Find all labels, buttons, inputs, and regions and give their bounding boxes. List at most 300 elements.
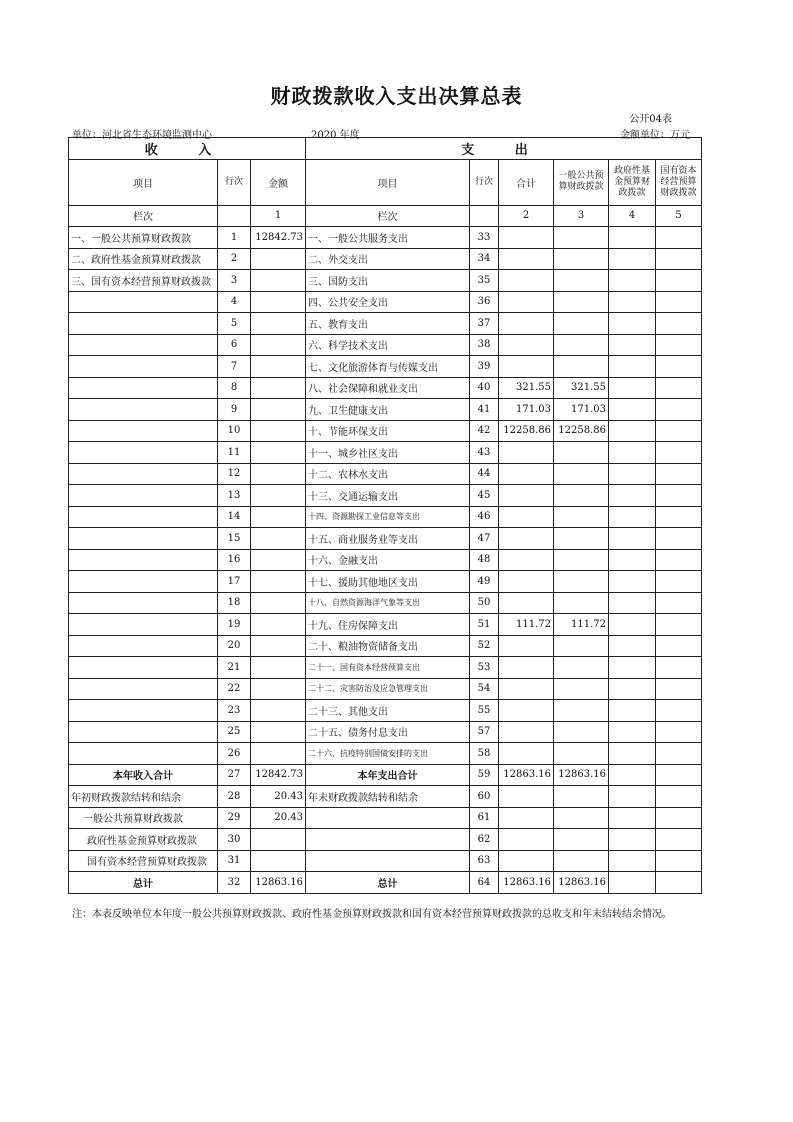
expense-total [499, 635, 554, 657]
expense-row-no: 54 [470, 678, 499, 700]
expense-state [656, 227, 702, 249]
income-item [69, 635, 218, 657]
year-expense-general: 12863.16 [554, 764, 609, 786]
expense-state [656, 356, 702, 378]
expense-fund [609, 334, 656, 356]
empty-cell [609, 829, 656, 851]
table-row [69, 442, 702, 464]
expense-item: 十四、资源勘探工业信息等支出 [306, 506, 470, 528]
expense-row-no: 35 [470, 270, 499, 292]
end-carryover-label: 年末财政拨款结转和结余 [306, 786, 470, 808]
expense-general [554, 463, 609, 485]
header-income-amount: 金额 [251, 159, 306, 205]
income-row-no: 6 [218, 334, 251, 356]
expense-state [656, 313, 702, 335]
expense-general [554, 485, 609, 507]
expense-row-no: 44 [470, 463, 499, 485]
income-item [69, 313, 218, 335]
expense-total [499, 291, 554, 313]
end-general-no: 61 [470, 807, 499, 829]
grand-expense-label: 总计 [306, 872, 470, 894]
expense-item: 八、社会保障和就业支出 [306, 377, 470, 399]
expense-row-no: 39 [470, 356, 499, 378]
expense-state [656, 635, 702, 657]
expense-state [656, 377, 702, 399]
grand-expense-no: 64 [470, 872, 499, 894]
table-row [69, 592, 702, 614]
expense-general [554, 657, 609, 679]
expense-total [499, 571, 554, 593]
begin-fund-no: 30 [218, 829, 251, 851]
table-row [69, 678, 702, 700]
expense-total [499, 743, 554, 765]
income-amount [251, 700, 306, 722]
expense-item: 十五、商业服务业等支出 [306, 528, 470, 550]
income-item [69, 528, 218, 550]
fiscal-year: 2020 年度 [311, 130, 360, 141]
income-amount [251, 270, 306, 292]
table-row [69, 420, 702, 442]
income-amount [251, 313, 306, 335]
expense-row-no: 57 [470, 721, 499, 743]
expense-state [656, 700, 702, 722]
expense-item: 二十、粮油物资储备支出 [306, 635, 470, 657]
table-row [69, 614, 702, 636]
empty-cell [306, 850, 470, 872]
expense-general [554, 700, 609, 722]
grand-expense-general: 12863.16 [554, 872, 609, 894]
begin-carryover-amount: 20.43 [251, 786, 306, 808]
table-row [69, 571, 702, 593]
empty-cell [554, 850, 609, 872]
unit-label: 单位：河北省生态环境监测中心 [72, 130, 212, 141]
col-label-expense: 栏次 [306, 205, 470, 227]
table-row [69, 549, 702, 571]
column-number-row [69, 205, 702, 227]
expense-row-no: 58 [470, 743, 499, 765]
income-row-no: 15 [218, 528, 251, 550]
income-item [69, 506, 218, 528]
expense-row-no: 34 [470, 248, 499, 270]
year-expense-no: 59 [470, 764, 499, 786]
income-row-no: 10 [218, 420, 251, 442]
income-item [69, 377, 218, 399]
income-item [69, 700, 218, 722]
expense-total [499, 506, 554, 528]
expense-total [499, 227, 554, 249]
expense-total [499, 657, 554, 679]
expense-fund [609, 743, 656, 765]
expense-row-no: 50 [470, 592, 499, 614]
income-item [69, 356, 218, 378]
expense-state [656, 442, 702, 464]
header-expense-item: 项目 [306, 159, 470, 205]
income-amount [251, 592, 306, 614]
header-general-budget: 一般公共预算财政拨款 [554, 159, 609, 205]
col-number-5: 5 [656, 205, 702, 227]
col-number-1: 1 [251, 205, 306, 227]
expense-item: 二十五、债务付息支出 [306, 721, 470, 743]
income-item [69, 463, 218, 485]
income-item [69, 399, 218, 421]
expense-row-no: 53 [470, 657, 499, 679]
expense-general [554, 334, 609, 356]
expense-item: 十八、自然资源海洋气象等支出 [306, 592, 470, 614]
expense-total [499, 592, 554, 614]
income-item [69, 291, 218, 313]
table-row [69, 635, 702, 657]
income-row-no: 21 [218, 657, 251, 679]
carryover-general-row [69, 807, 702, 829]
header-income-row-no: 行次 [218, 159, 251, 205]
table-row [69, 356, 702, 378]
expense-state [656, 571, 702, 593]
expense-total [499, 463, 554, 485]
expense-general: 321.55 [554, 377, 609, 399]
expense-row-no: 55 [470, 700, 499, 722]
header-state-capital: 国有资本经营预算财政拨款 [656, 159, 702, 205]
expense-row-no: 42 [470, 420, 499, 442]
expense-general [554, 248, 609, 270]
empty-cell [499, 786, 554, 808]
expense-general: 171.03 [554, 399, 609, 421]
empty-cell [554, 807, 609, 829]
income-row-no: 16 [218, 549, 251, 571]
table-row [69, 270, 702, 292]
income-item [69, 571, 218, 593]
expense-row-no: 52 [470, 635, 499, 657]
empty-cell [656, 829, 702, 851]
expense-state [656, 721, 702, 743]
expense-row-no: 43 [470, 442, 499, 464]
expense-item: 十七、援助其他地区支出 [306, 571, 470, 593]
income-item [69, 657, 218, 679]
col-blank [218, 205, 251, 227]
grand-income-no: 32 [218, 872, 251, 894]
expense-fund [609, 291, 656, 313]
income-row-no: 18 [218, 592, 251, 614]
income-row-no: 11 [218, 442, 251, 464]
expense-general [554, 227, 609, 249]
begin-state-no: 31 [218, 850, 251, 872]
empty-cell [609, 807, 656, 829]
income-row-no: 7 [218, 356, 251, 378]
year-total-row [69, 764, 702, 786]
report-title: 财政拨款收入支出决算总表 [270, 84, 523, 108]
expense-total [499, 721, 554, 743]
expense-general [554, 635, 609, 657]
expense-fund [609, 571, 656, 593]
year-income-label: 本年收入合计 [69, 764, 218, 786]
expense-item: 二十三、其他支出 [306, 700, 470, 722]
expense-item: 二十六、抗疫特别国债安排的支出 [306, 743, 470, 765]
expense-fund [609, 506, 656, 528]
income-item [69, 592, 218, 614]
expense-fund [609, 399, 656, 421]
begin-general-label: 一般公共预算财政拨款 [69, 807, 218, 829]
empty-cell [306, 807, 470, 829]
expense-fund [609, 270, 656, 292]
expense-item: 二、外交支出 [306, 248, 470, 270]
expense-general [554, 313, 609, 335]
expense-row-no: 40 [470, 377, 499, 399]
income-row-no: 26 [218, 743, 251, 765]
expense-row-no: 48 [470, 549, 499, 571]
expense-general [554, 678, 609, 700]
expense-state [656, 334, 702, 356]
income-item [69, 485, 218, 507]
expense-general [554, 721, 609, 743]
expense-row-no: 38 [470, 334, 499, 356]
table-row [69, 506, 702, 528]
income-row-no: 13 [218, 485, 251, 507]
expense-row-no: 37 [470, 313, 499, 335]
income-amount [251, 635, 306, 657]
income-amount [251, 399, 306, 421]
header-total: 合计 [499, 159, 554, 205]
col-number-2: 2 [499, 205, 554, 227]
expense-general [554, 549, 609, 571]
expense-state [656, 549, 702, 571]
expense-row-no: 51 [470, 614, 499, 636]
income-item: 三、国有资本经营预算财政拨款 [69, 270, 218, 292]
expense-row-no: 41 [470, 399, 499, 421]
income-amount [251, 721, 306, 743]
expense-general [554, 442, 609, 464]
income-amount [251, 528, 306, 550]
expense-item: 九、卫生健康支出 [306, 399, 470, 421]
income-row-no: 22 [218, 678, 251, 700]
income-amount [251, 463, 306, 485]
expense-total [499, 485, 554, 507]
expense-fund [609, 592, 656, 614]
empty-cell [656, 807, 702, 829]
begin-state-label: 国有资本经营预算财政拨款 [69, 850, 218, 872]
empty-cell [499, 850, 554, 872]
expense-section-header: 支 出 [306, 138, 702, 160]
begin-carryover-label: 年初财政拨款结转和结余 [69, 786, 218, 808]
expense-state [656, 528, 702, 550]
income-amount [251, 377, 306, 399]
expense-total [499, 678, 554, 700]
expense-general [554, 592, 609, 614]
expense-state [656, 614, 702, 636]
expense-general [554, 270, 609, 292]
table-row [69, 377, 702, 399]
expense-item: 四、公共安全支出 [306, 291, 470, 313]
income-amount [251, 657, 306, 679]
income-amount [251, 334, 306, 356]
header-expense-row-no: 行次 [470, 159, 499, 205]
income-row-no: 19 [218, 614, 251, 636]
end-fund-no: 62 [470, 829, 499, 851]
table-row [69, 227, 702, 249]
grand-income-label: 总计 [69, 872, 218, 894]
income-row-no: 25 [218, 721, 251, 743]
income-amount [251, 291, 306, 313]
year-expense-state [656, 764, 702, 786]
expense-total [499, 549, 554, 571]
table-row [69, 721, 702, 743]
expense-total [499, 313, 554, 335]
expense-state [656, 485, 702, 507]
expense-general: 12258.86 [554, 420, 609, 442]
column-header-row [69, 159, 702, 205]
expense-total: 111.72 [499, 614, 554, 636]
grand-income-amount: 12863.16 [251, 872, 306, 894]
table-row [69, 313, 702, 335]
begin-carryover-no: 28 [218, 786, 251, 808]
expense-fund [609, 614, 656, 636]
expense-item: 三、国防支出 [306, 270, 470, 292]
expense-total [499, 442, 554, 464]
expense-general [554, 291, 609, 313]
income-row-no: 4 [218, 291, 251, 313]
begin-general-amount: 20.43 [251, 807, 306, 829]
empty-cell [554, 829, 609, 851]
expense-fund [609, 227, 656, 249]
expense-total [499, 356, 554, 378]
expense-fund [609, 420, 656, 442]
budget-table [68, 137, 702, 894]
expense-fund [609, 657, 656, 679]
expense-total [499, 700, 554, 722]
income-item [69, 549, 218, 571]
expense-item: 二十二、灾害防治及应急管理支出 [306, 678, 470, 700]
expense-item: 十九、住房保障支出 [306, 614, 470, 636]
income-row-no: 1 [218, 227, 251, 249]
carryover-row [69, 786, 702, 808]
footnote: 注：本表反映单位本年度一般公共预算财政拨款、政府性基金预算财政拨款和国有资本经营预算财政拨款的总收支和年末结转结余情况。 [72, 909, 672, 920]
table-row [69, 485, 702, 507]
expense-general [554, 528, 609, 550]
empty-cell [499, 829, 554, 851]
expense-row-no: 49 [470, 571, 499, 593]
col-blank [470, 205, 499, 227]
empty-cell [656, 786, 702, 808]
expense-total [499, 248, 554, 270]
table-row [69, 657, 702, 679]
income-row-no: 9 [218, 399, 251, 421]
income-amount [251, 678, 306, 700]
year-expense-fund [609, 764, 656, 786]
expense-total: 171.03 [499, 399, 554, 421]
expense-fund [609, 678, 656, 700]
empty-cell [609, 786, 656, 808]
empty-cell [656, 850, 702, 872]
carryover-state-row [69, 850, 702, 872]
table-row [69, 334, 702, 356]
income-item [69, 743, 218, 765]
income-amount [251, 248, 306, 270]
expense-row-no: 36 [470, 291, 499, 313]
income-amount [251, 442, 306, 464]
income-item: 一、一般公共预算财政拨款 [69, 227, 218, 249]
income-item [69, 678, 218, 700]
col-number-3: 3 [554, 205, 609, 227]
expense-item: 一、一般公共服务支出 [306, 227, 470, 249]
expense-item: 十一、城乡社区支出 [306, 442, 470, 464]
income-row-no: 2 [218, 248, 251, 270]
expense-general [554, 506, 609, 528]
expense-state [656, 743, 702, 765]
expense-fund [609, 721, 656, 743]
expense-state [656, 420, 702, 442]
income-amount [251, 571, 306, 593]
income-section-header: 收 入 [69, 138, 306, 160]
expense-item: 十三、交通运输支出 [306, 485, 470, 507]
col-number-4: 4 [609, 205, 656, 227]
expense-item: 十二、农林水支出 [306, 463, 470, 485]
income-item [69, 442, 218, 464]
expense-item: 十、节能环保支出 [306, 420, 470, 442]
empty-cell [306, 829, 470, 851]
expense-general [554, 571, 609, 593]
income-amount [251, 420, 306, 442]
expense-general: 111.72 [554, 614, 609, 636]
income-row-no: 23 [218, 700, 251, 722]
year-income-no: 27 [218, 764, 251, 786]
expense-item: 五、教育支出 [306, 313, 470, 335]
table-row [69, 463, 702, 485]
empty-cell [656, 872, 702, 894]
money-unit-label: 金额单位：万元 [620, 130, 690, 141]
expense-row-no: 47 [470, 528, 499, 550]
begin-fund-label: 政府性基金预算财政拨款 [69, 829, 218, 851]
expense-fund [609, 356, 656, 378]
expense-total: 12258.86 [499, 420, 554, 442]
empty-cell [251, 850, 306, 872]
table-row [69, 700, 702, 722]
income-row-no: 12 [218, 463, 251, 485]
table-row [69, 528, 702, 550]
expense-state [656, 657, 702, 679]
expense-state [656, 463, 702, 485]
income-row-no: 5 [218, 313, 251, 335]
expense-total [499, 528, 554, 550]
expense-fund [609, 442, 656, 464]
section-header-row [69, 138, 702, 160]
expense-fund [609, 248, 656, 270]
income-item [69, 420, 218, 442]
income-amount [251, 506, 306, 528]
empty-cell [251, 829, 306, 851]
col-label-income: 栏次 [69, 205, 218, 227]
expense-total [499, 334, 554, 356]
income-row-no: 8 [218, 377, 251, 399]
income-amount: 12842.73 [251, 227, 306, 249]
empty-cell [554, 786, 609, 808]
table-row [69, 743, 702, 765]
income-amount [251, 485, 306, 507]
expense-fund [609, 528, 656, 550]
income-row-no: 20 [218, 635, 251, 657]
table-row [69, 248, 702, 270]
expense-row-no: 33 [470, 227, 499, 249]
expense-fund [609, 549, 656, 571]
income-item [69, 614, 218, 636]
expense-state [656, 506, 702, 528]
expense-fund [609, 700, 656, 722]
expense-state [656, 399, 702, 421]
year-expense-label: 本年支出合计 [306, 764, 470, 786]
expense-state [656, 248, 702, 270]
expense-item: 二十一、国有资本经营预算支出 [306, 657, 470, 679]
year-income-amount: 12842.73 [251, 764, 306, 786]
income-item: 二、政府性基金预算财政拨款 [69, 248, 218, 270]
expense-state [656, 270, 702, 292]
expense-row-no: 46 [470, 506, 499, 528]
